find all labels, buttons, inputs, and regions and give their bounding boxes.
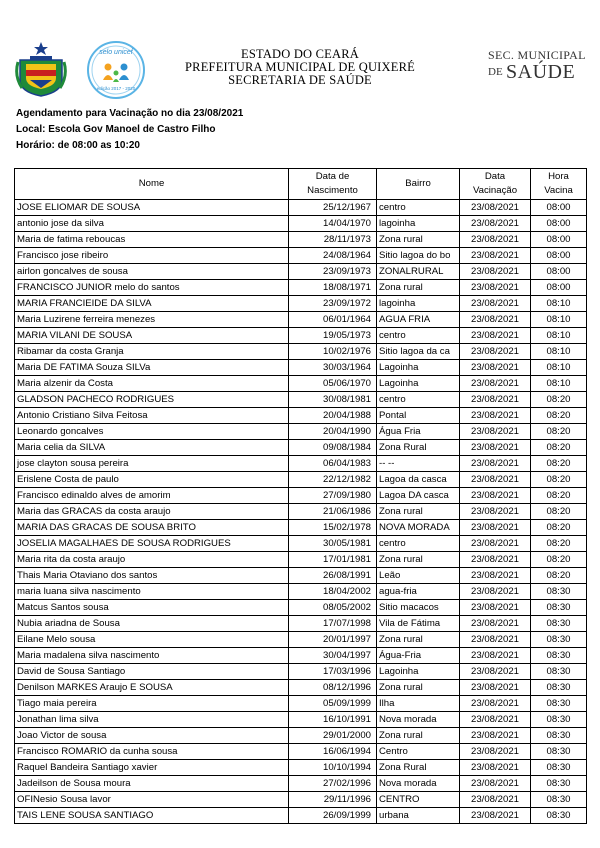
cell-hora-vacina: 08:20 [531, 456, 587, 472]
cell-data-nascimento: 26/09/1999 [289, 808, 377, 824]
cell-data-vacinacao: 23/08/2021 [460, 280, 531, 296]
table-row [15, 456, 587, 472]
cell-nome: Leonardo goncalves [15, 424, 289, 440]
cell-nome: jose clayton sousa pereira [15, 456, 289, 472]
svg-text:edição 2017 - 2020: edição 2017 - 2020 [96, 86, 136, 91]
cell-hora-vacina: 08:20 [531, 536, 587, 552]
cell-data-vacinacao: 23/08/2021 [460, 760, 531, 776]
table-row [15, 552, 587, 568]
cell-data-vacinacao: 23/08/2021 [460, 264, 531, 280]
cell-data-vacinacao: 23/08/2021 [460, 200, 531, 216]
cell-nome: David de Sousa Santiago [15, 664, 289, 680]
table-row [15, 536, 587, 552]
cell-data-nascimento: 18/04/2002 [289, 584, 377, 600]
table-row [15, 520, 587, 536]
cell-nome: Maria DE FATIMA Souza SILVa [15, 360, 289, 376]
cell-nome: MARIA FRANCIEIDE DA SILVA [15, 296, 289, 312]
cell-data-vacinacao: 23/08/2021 [460, 440, 531, 456]
cell-hora-vacina: 08:10 [531, 312, 587, 328]
table-row [15, 504, 587, 520]
cell-nome: maria luana silva nascimento [15, 584, 289, 600]
cell-hora-vacina: 08:30 [531, 648, 587, 664]
cell-nome: Francisco edinaldo alves de amorim [15, 488, 289, 504]
cell-data-vacinacao: 23/08/2021 [460, 632, 531, 648]
table-row [15, 360, 587, 376]
cell-data-nascimento: 25/12/1967 [289, 200, 377, 216]
table-row [15, 424, 587, 440]
cell-data-nascimento: 22/12/1982 [289, 472, 377, 488]
cell-bairro: Leão [377, 568, 460, 584]
table-row [15, 328, 587, 344]
cell-bairro: Sitio macacos [377, 600, 460, 616]
cell-bairro: Zona rural [377, 632, 460, 648]
table-row [15, 200, 587, 216]
cell-data-vacinacao: 23/08/2021 [460, 312, 531, 328]
cell-data-nascimento: 17/07/1998 [289, 616, 377, 632]
table-row [15, 408, 587, 424]
cell-nome: antonio jose da silva [15, 216, 289, 232]
cell-data-vacinacao: 23/08/2021 [460, 680, 531, 696]
cell-bairro: Lagoa da casca [377, 472, 460, 488]
cell-bairro: Zona rural [377, 680, 460, 696]
table-row [15, 488, 587, 504]
cell-bairro: urbana [377, 808, 460, 824]
cell-hora-vacina: 08:00 [531, 200, 587, 216]
time-range-text: Horário: de 08:00 as 10:20 [16, 140, 140, 151]
table-row [15, 776, 587, 792]
table-row [15, 664, 587, 680]
cell-nome: Maria das GRACAS da costa araujo [15, 504, 289, 520]
sec-logo-line3: SAÚDE [506, 61, 576, 83]
cell-hora-vacina: 08:00 [531, 248, 587, 264]
cell-nome: GLADSON PACHECO RODRIGUES [15, 392, 289, 408]
cell-data-nascimento: 27/02/1996 [289, 776, 377, 792]
table-row [15, 744, 587, 760]
cell-nome: Erislene Costa de paulo [15, 472, 289, 488]
cell-nome: TAIS LENE SOUSA SANTIAGO [15, 808, 289, 824]
cell-bairro: Vila de Fátima [377, 616, 460, 632]
cell-bairro: Zona Rural [377, 760, 460, 776]
cell-bairro: Pontal [377, 408, 460, 424]
cell-bairro: -- -- [377, 456, 460, 472]
col-header-bairro: Bairro [377, 169, 460, 200]
cell-hora-vacina: 08:30 [531, 792, 587, 808]
cell-nome: Antonio Cristiano Silva Feitosa [15, 408, 289, 424]
location-text: Local: Escola Gov Manoel de Castro Filho [16, 124, 216, 135]
state-coat-of-arms-logo [14, 40, 68, 98]
cell-bairro: centro [377, 328, 460, 344]
cell-hora-vacina: 08:30 [531, 664, 587, 680]
title-line-secretaria: SECRETARIA DE SAÚDE [228, 73, 372, 87]
cell-nome: JOSE ELIOMAR DE SOUSA [15, 200, 289, 216]
cell-data-nascimento: 14/04/1970 [289, 216, 377, 232]
cell-data-nascimento: 20/04/1990 [289, 424, 377, 440]
cell-data-vacinacao: 23/08/2021 [460, 248, 531, 264]
cell-bairro: centro [377, 200, 460, 216]
cell-data-vacinacao: 23/08/2021 [460, 808, 531, 824]
cell-hora-vacina: 08:10 [531, 360, 587, 376]
cell-data-nascimento: 24/08/1964 [289, 248, 377, 264]
cell-data-vacinacao: 23/08/2021 [460, 328, 531, 344]
cell-nome: Eilane Melo sousa [15, 632, 289, 648]
cell-data-nascimento: 30/05/1981 [289, 536, 377, 552]
cell-data-vacinacao: 23/08/2021 [460, 696, 531, 712]
cell-data-nascimento: 26/08/1991 [289, 568, 377, 584]
table-row [15, 232, 587, 248]
cell-nome: Tiago maia pereira [15, 696, 289, 712]
table-row [15, 600, 587, 616]
cell-nome: Maria rita da costa araujo [15, 552, 289, 568]
cell-nome: OFINesio Sousa lavor [15, 792, 289, 808]
cell-bairro: CENTRO [377, 792, 460, 808]
cell-nome: Francisco ROMARIO da cunha sousa [15, 744, 289, 760]
cell-data-vacinacao: 23/08/2021 [460, 520, 531, 536]
cell-hora-vacina: 08:20 [531, 440, 587, 456]
cell-hora-vacina: 08:20 [531, 472, 587, 488]
table-row [15, 216, 587, 232]
cell-data-nascimento: 16/10/1991 [289, 712, 377, 728]
cell-hora-vacina: 08:20 [531, 392, 587, 408]
cell-bairro: centro [377, 536, 460, 552]
cell-data-vacinacao: 23/08/2021 [460, 568, 531, 584]
cell-data-nascimento: 30/08/1981 [289, 392, 377, 408]
cell-data-vacinacao: 23/08/2021 [460, 728, 531, 744]
cell-bairro: Ilha [377, 696, 460, 712]
cell-data-nascimento: 27/09/1980 [289, 488, 377, 504]
schedule-date-text: Agendamento para Vacinação no dia 23/08/2021 [16, 108, 244, 119]
cell-data-vacinacao: 23/08/2021 [460, 456, 531, 472]
cell-hora-vacina: 08:30 [531, 808, 587, 824]
cell-data-vacinacao: 23/08/2021 [460, 392, 531, 408]
health-secretariat-logo [486, 46, 586, 88]
cell-data-nascimento: 05/09/1999 [289, 696, 377, 712]
cell-hora-vacina: 08:00 [531, 264, 587, 280]
cell-bairro: Água-Fria [377, 648, 460, 664]
cell-data-nascimento: 29/11/1996 [289, 792, 377, 808]
cell-bairro: Sitio lagoa da ca [377, 344, 460, 360]
cell-data-nascimento: 06/01/1964 [289, 312, 377, 328]
title-line-prefeitura: PREFEITURA MUNICIPAL DE QUIXERÉ [185, 60, 415, 74]
cell-hora-vacina: 08:30 [531, 600, 587, 616]
table-row [15, 792, 587, 808]
cell-hora-vacina: 08:20 [531, 408, 587, 424]
cell-data-vacinacao: 23/08/2021 [460, 344, 531, 360]
table-row [15, 392, 587, 408]
cell-data-vacinacao: 23/08/2021 [460, 792, 531, 808]
cell-hora-vacina: 08:00 [531, 232, 587, 248]
cell-data-nascimento: 16/06/1994 [289, 744, 377, 760]
cell-hora-vacina: 08:30 [531, 744, 587, 760]
cell-bairro: NOVA MORADA [377, 520, 460, 536]
cell-data-nascimento: 28/11/1973 [289, 232, 377, 248]
cell-data-vacinacao: 23/08/2021 [460, 536, 531, 552]
cell-data-nascimento: 08/12/1996 [289, 680, 377, 696]
cell-bairro: AGUA FRIA [377, 312, 460, 328]
cell-hora-vacina: 08:20 [531, 520, 587, 536]
cell-hora-vacina: 08:10 [531, 376, 587, 392]
cell-hora-vacina: 08:30 [531, 712, 587, 728]
cell-bairro: Centro [377, 744, 460, 760]
cell-nome: Jonathan lima silva [15, 712, 289, 728]
cell-data-nascimento: 19/05/1973 [289, 328, 377, 344]
table-row [15, 712, 587, 728]
cell-data-nascimento: 18/08/1971 [289, 280, 377, 296]
table-row [15, 296, 587, 312]
cell-hora-vacina: 08:00 [531, 280, 587, 296]
cell-bairro: ZONALRURAL [377, 264, 460, 280]
table-row [15, 344, 587, 360]
cell-data-vacinacao: 23/08/2021 [460, 712, 531, 728]
cell-data-vacinacao: 23/08/2021 [460, 504, 531, 520]
title-line-state: ESTADO DO CEARÁ [241, 47, 359, 61]
cell-hora-vacina: 08:00 [531, 216, 587, 232]
cell-data-nascimento: 30/03/1964 [289, 360, 377, 376]
cell-data-vacinacao: 23/08/2021 [460, 408, 531, 424]
cell-data-vacinacao: 23/08/2021 [460, 648, 531, 664]
cell-nome: MARIA VILANI DE SOUSA [15, 328, 289, 344]
cell-bairro: Zona Rural [377, 440, 460, 456]
cell-bairro: Nova morada [377, 712, 460, 728]
cell-data-nascimento: 17/01/1981 [289, 552, 377, 568]
cell-hora-vacina: 08:30 [531, 680, 587, 696]
cell-hora-vacina: 08:20 [531, 504, 587, 520]
table-row [15, 264, 587, 280]
col-header-data-vacinacao: Data Vacinação [460, 169, 531, 200]
cell-hora-vacina: 08:20 [531, 424, 587, 440]
cell-data-vacinacao: 23/08/2021 [460, 424, 531, 440]
cell-nome: Maria celia da SILVA [15, 440, 289, 456]
cell-hora-vacina: 08:10 [531, 296, 587, 312]
table-row [15, 680, 587, 696]
cell-hora-vacina: 08:30 [531, 616, 587, 632]
cell-nome: Thais Maria Otaviano dos santos [15, 568, 289, 584]
cell-data-nascimento: 17/03/1996 [289, 664, 377, 680]
cell-data-nascimento: 05/06/1970 [289, 376, 377, 392]
cell-bairro: Lagoa DA casca [377, 488, 460, 504]
cell-nome: Raquel Bandeira Santiago xavier [15, 760, 289, 776]
cell-nome: airlon goncalves de sousa [15, 264, 289, 280]
cell-hora-vacina: 08:30 [531, 728, 587, 744]
cell-data-nascimento: 20/01/1997 [289, 632, 377, 648]
cell-nome: Maria Luzirene ferreira menezes [15, 312, 289, 328]
cell-data-vacinacao: 23/08/2021 [460, 472, 531, 488]
table-row [15, 728, 587, 744]
sec-logo-line2: DE [488, 66, 503, 78]
cell-data-vacinacao: 23/08/2021 [460, 600, 531, 616]
cell-data-vacinacao: 23/08/2021 [460, 232, 531, 248]
cell-bairro: agua-fria [377, 584, 460, 600]
table-row [15, 312, 587, 328]
vaccination-schedule-table [14, 168, 587, 824]
cell-hora-vacina: 08:30 [531, 584, 587, 600]
cell-data-nascimento: 29/01/2000 [289, 728, 377, 744]
sec-logo-line1: SEC. MUNICIPAL [488, 48, 586, 62]
cell-bairro: Zona rural [377, 504, 460, 520]
cell-hora-vacina: 08:30 [531, 760, 587, 776]
cell-data-nascimento: 23/09/1973 [289, 264, 377, 280]
table-row [15, 248, 587, 264]
table-header-row [15, 169, 587, 200]
cell-data-nascimento: 21/06/1986 [289, 504, 377, 520]
institution-title [150, 48, 450, 87]
col-header-data-nascimento: Data de Nascimento [289, 169, 377, 200]
cell-nome: Denilson MARKES Araujo E SOUSA [15, 680, 289, 696]
cell-data-nascimento: 10/10/1994 [289, 760, 377, 776]
cell-hora-vacina: 08:30 [531, 696, 587, 712]
cell-nome: Ribamar da costa Granja [15, 344, 289, 360]
cell-data-nascimento: 09/08/1984 [289, 440, 377, 456]
cell-hora-vacina: 08:20 [531, 488, 587, 504]
cell-nome: Maria alzenir da Costa [15, 376, 289, 392]
cell-hora-vacina: 08:30 [531, 632, 587, 648]
cell-data-vacinacao: 23/08/2021 [460, 584, 531, 600]
cell-nome: MARIA DAS GRACAS DE SOUSA BRITO [15, 520, 289, 536]
cell-hora-vacina: 08:10 [531, 328, 587, 344]
cell-data-vacinacao: 23/08/2021 [460, 216, 531, 232]
cell-nome: Nubia ariadna de Sousa [15, 616, 289, 632]
cell-bairro: Nova morada [377, 776, 460, 792]
table-row [15, 808, 587, 824]
table-row [15, 696, 587, 712]
cell-bairro: Lagoinha [377, 376, 460, 392]
cell-nome: Matcus Santos sousa [15, 600, 289, 616]
cell-data-nascimento: 15/02/1978 [289, 520, 377, 536]
cell-nome: Maria madalena silva nascimento [15, 648, 289, 664]
table-row [15, 440, 587, 456]
cell-data-nascimento: 06/04/1983 [289, 456, 377, 472]
document-header [0, 0, 600, 105]
cell-bairro: lagoinha [377, 296, 460, 312]
cell-bairro: Zona rural [377, 232, 460, 248]
cell-hora-vacina: 08:10 [531, 344, 587, 360]
col-header-hora-vacina: Hora Vacina [531, 169, 587, 200]
cell-nome: Maria de fatima reboucas [15, 232, 289, 248]
table-row [15, 472, 587, 488]
table-row [15, 760, 587, 776]
cell-bairro: Zona rural [377, 728, 460, 744]
cell-hora-vacina: 08:30 [531, 776, 587, 792]
table-row [15, 648, 587, 664]
cell-data-vacinacao: 23/08/2021 [460, 664, 531, 680]
table-row [15, 568, 587, 584]
cell-hora-vacina: 08:20 [531, 568, 587, 584]
cell-nome: Jadeilson de Sousa moura [15, 776, 289, 792]
cell-data-vacinacao: 23/08/2021 [460, 296, 531, 312]
cell-data-vacinacao: 23/08/2021 [460, 552, 531, 568]
cell-data-vacinacao: 23/08/2021 [460, 360, 531, 376]
cell-data-vacinacao: 23/08/2021 [460, 488, 531, 504]
cell-hora-vacina: 08:20 [531, 552, 587, 568]
cell-data-vacinacao: 23/08/2021 [460, 744, 531, 760]
cell-nome: Francisco jose ribeiro [15, 248, 289, 264]
cell-bairro: Zona rural [377, 280, 460, 296]
cell-nome: JOSELIA MAGALHAES DE SOUSA RODRIGUES [15, 536, 289, 552]
cell-data-nascimento: 23/09/1972 [289, 296, 377, 312]
table-row [15, 376, 587, 392]
cell-data-vacinacao: 23/08/2021 [460, 616, 531, 632]
cell-bairro: Zona rural [377, 552, 460, 568]
table-row [15, 584, 587, 600]
cell-nome: FRANCISCO JUNIOR melo do santos [15, 280, 289, 296]
col-header-nome: Nome [15, 169, 289, 200]
unicef-seal-logo [86, 40, 146, 100]
cell-data-nascimento: 10/02/1976 [289, 344, 377, 360]
cell-data-nascimento: 08/05/2002 [289, 600, 377, 616]
cell-bairro: Lagoinha [377, 664, 460, 680]
cell-bairro: lagoinha [377, 216, 460, 232]
svg-text:selo unicef: selo unicef [99, 49, 133, 56]
cell-data-vacinacao: 23/08/2021 [460, 376, 531, 392]
cell-bairro: Água Fria [377, 424, 460, 440]
cell-data-vacinacao: 23/08/2021 [460, 776, 531, 792]
cell-data-nascimento: 20/04/1988 [289, 408, 377, 424]
cell-bairro: centro [377, 392, 460, 408]
cell-bairro: Lagoinha [377, 360, 460, 376]
table-row [15, 632, 587, 648]
cell-nome: Joao Victor de sousa [15, 728, 289, 744]
table-row [15, 280, 587, 296]
cell-bairro: Sitio lagoa do bo [377, 248, 460, 264]
cell-data-nascimento: 30/04/1997 [289, 648, 377, 664]
table-row [15, 616, 587, 632]
